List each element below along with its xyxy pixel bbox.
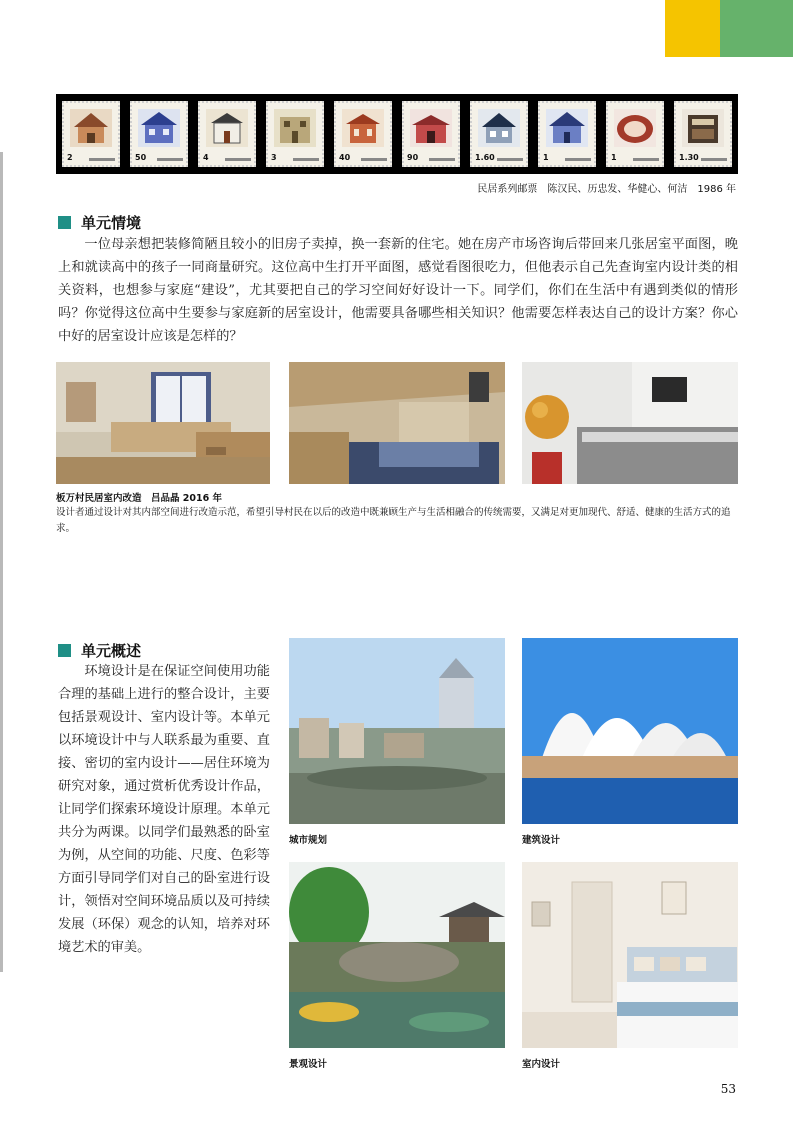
section-heading-text: 单元概述 xyxy=(81,642,142,660)
house-illustration xyxy=(138,109,180,147)
stamp xyxy=(198,101,256,167)
stamp-value: 90 xyxy=(407,153,419,162)
stamp-value: 40 xyxy=(339,153,351,162)
grid-caption-city: 城市规划 xyxy=(289,835,328,846)
left-margin-rule xyxy=(0,152,3,972)
house-illustration xyxy=(478,109,520,147)
page-number: 53 xyxy=(720,1082,736,1096)
stamp xyxy=(402,101,460,167)
heading-square-icon xyxy=(58,644,71,657)
grid-caption-interior: 室内设计 xyxy=(522,1059,561,1070)
interior-design-photo xyxy=(522,862,738,1048)
landscape-photo xyxy=(289,862,505,1048)
grid-caption-architecture: 建筑设计 xyxy=(522,835,561,846)
stamp-value: 1.60 xyxy=(475,153,495,162)
house-illustration xyxy=(274,109,316,147)
stamp-value: 1 xyxy=(611,153,617,162)
section-heading-overview xyxy=(58,640,141,661)
section-heading-context xyxy=(58,212,141,233)
house-illustration xyxy=(682,109,724,147)
stamp xyxy=(538,101,596,167)
heading-square-icon xyxy=(58,216,71,229)
stamp-value: 2 xyxy=(67,153,73,162)
corner-green-block xyxy=(720,0,793,57)
stamp-value: 1.30 xyxy=(679,153,699,162)
stamp-value: 50 xyxy=(135,153,147,162)
interior-photo-1 xyxy=(56,362,270,484)
section-heading-text: 单元情境 xyxy=(81,214,142,232)
stamp xyxy=(470,101,528,167)
interior-photo-2 xyxy=(289,362,505,484)
photo-row-caption-text: 设计者通过设计对其内部空间进行改造示范，希望引导村民在以后的改造中既兼顾生产与生活相融合的传统需要，又满足对更加现代、舒适、健康的生活方式的追求。 xyxy=(56,507,731,534)
architecture-photo xyxy=(522,638,738,824)
stamp-value: 3 xyxy=(271,153,277,162)
stamp xyxy=(62,101,120,167)
overview-paragraph: 环境设计是在保证空间使用功能合理的基础上进行的整合设计，主要包括景观设计、室内设计等。本单元以环境设计中与人联系最为重要、直接、密切的室内设计——居住环境为研究对象，通过赏析优秀设计作品，让同学们探索环境设计原理。本单元共分为两课。以同学们最熟悉的卧室为例，从空间的功能、尺度、色彩等方面引导同学们对自己的卧室进行设计，领悟对空间环境品质以及可持续发展（环保）观念的认知，培养对环境艺术的审美。 xyxy=(58,664,270,955)
city-planning-photo xyxy=(289,638,505,824)
house-illustration xyxy=(546,109,588,147)
interior-photo-3 xyxy=(522,362,738,484)
house-illustration xyxy=(342,109,384,147)
stamp xyxy=(130,101,188,167)
stamp-value: 4 xyxy=(203,153,209,162)
stamp xyxy=(674,101,732,167)
stamp-strip xyxy=(56,94,738,174)
photo-row-caption-title: 板万村民居室内改造 吕品晶 2016 年 xyxy=(56,493,223,504)
house-illustration xyxy=(70,109,112,147)
house-illustration xyxy=(614,109,656,147)
stamp-value: 1 xyxy=(543,153,549,162)
stamp-caption: 民居系列邮票 陈汉民、历忠发、华健心、何洁 1986 年 xyxy=(477,184,736,195)
house-illustration xyxy=(410,109,452,147)
grid-caption-landscape: 景观设计 xyxy=(289,1059,328,1070)
context-paragraph: 一位母亲想把装修简陋且较小的旧房子卖掉，换一套新的住宅。她在房产市场咨询后带回来几张居室平面图，晚上和就读高中的孩子一同商量研究。这位高中生打开平面图，感觉看图很吃力，但他表示自己先查询室内设计类的相关资料，也想参与家庭“建设”，尤其要把自己的学习空间好好设计一下。同学们，你们在生活中有遇到类似的情形吗？你觉得这位高中生要参与家庭新的居室设计，他需要具备哪些相关知识？他需要怎样表达自己的设计方案？你心中好的居室设计应该是怎样的？ xyxy=(58,237,738,344)
stamp xyxy=(606,101,664,167)
stamp xyxy=(334,101,392,167)
stamp xyxy=(266,101,324,167)
house-illustration xyxy=(206,109,248,147)
corner-yellow-block xyxy=(665,0,720,57)
